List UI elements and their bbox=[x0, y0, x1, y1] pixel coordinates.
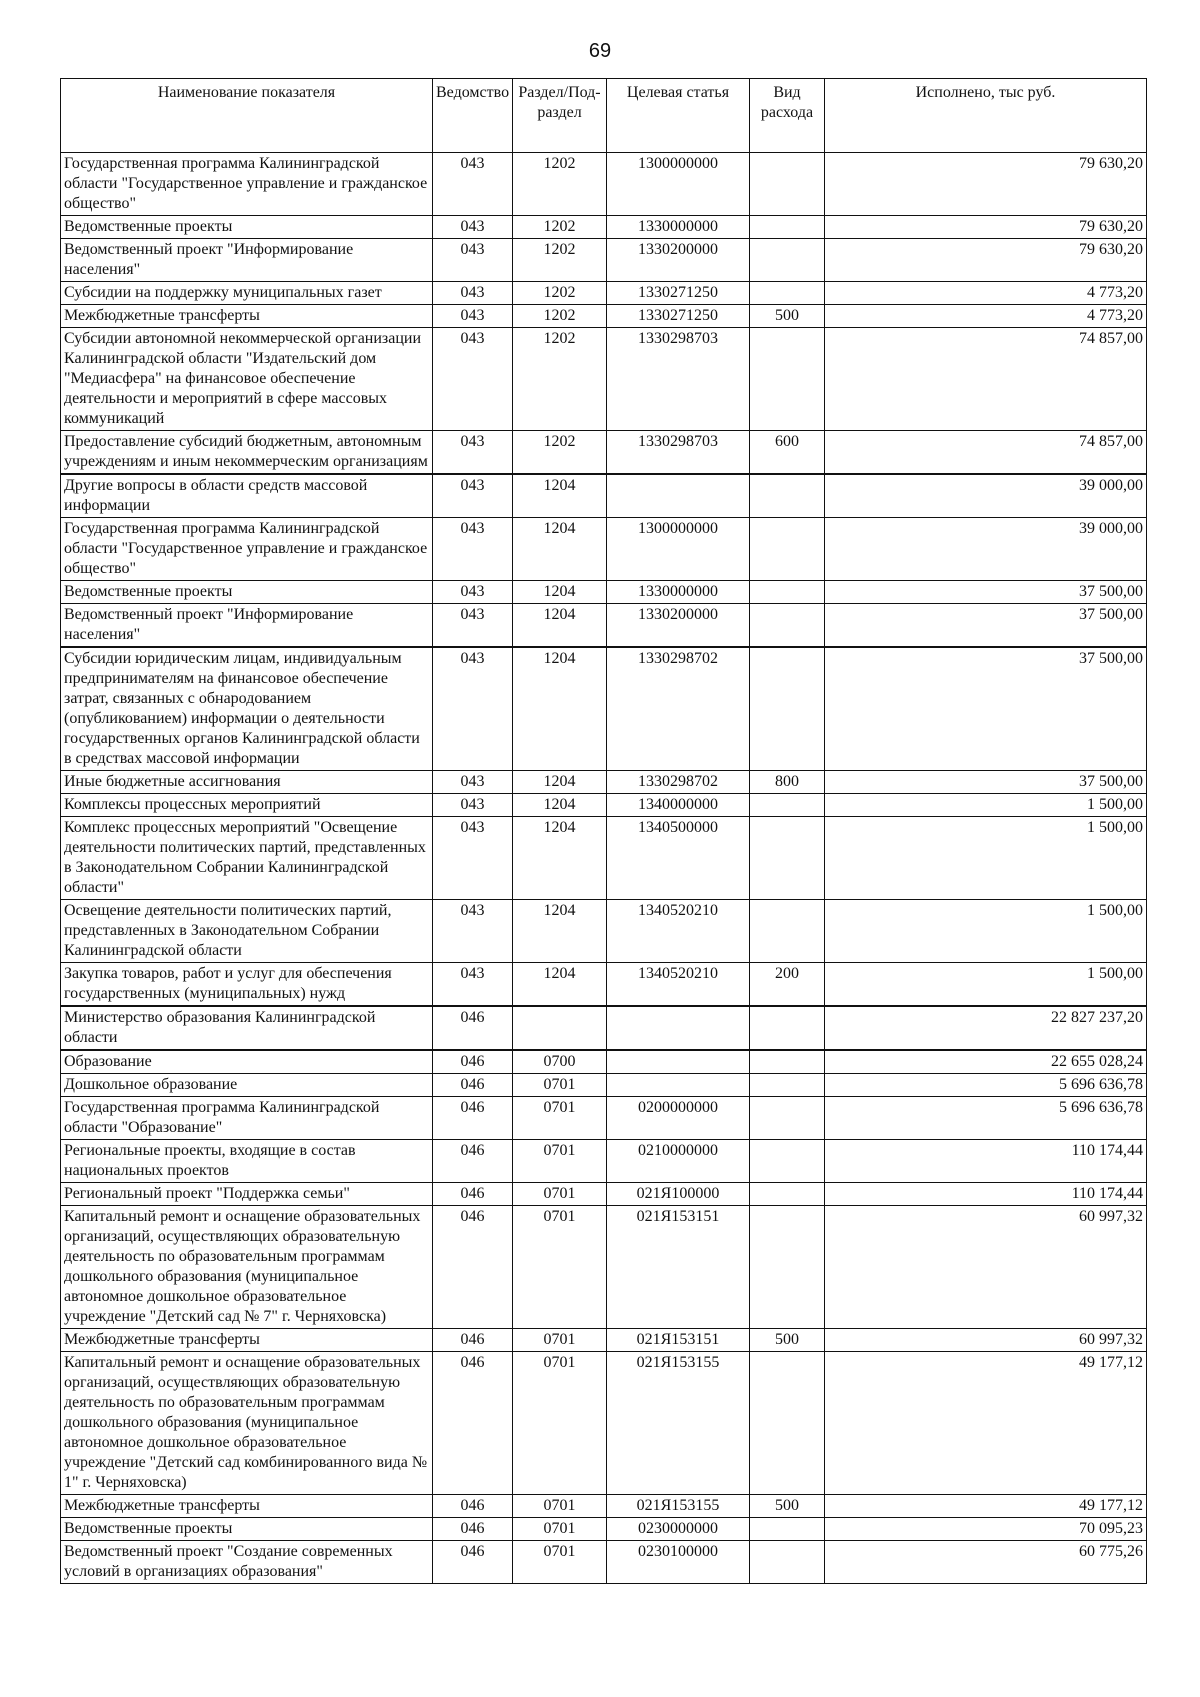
table-row bbox=[61, 518, 1147, 581]
cell-dept: 046 bbox=[433, 1183, 513, 1206]
table-row bbox=[61, 239, 1147, 282]
cell-dept: 046 bbox=[433, 1050, 513, 1074]
cell-dept: 043 bbox=[433, 305, 513, 328]
cell-dept: 043 bbox=[433, 900, 513, 963]
cell-expense-type bbox=[750, 1097, 825, 1140]
cell-section: 0701 bbox=[513, 1140, 607, 1183]
cell-expense-type bbox=[750, 604, 825, 648]
cell-expense-type: 800 bbox=[750, 771, 825, 794]
cell-expense-type bbox=[750, 282, 825, 305]
budget-table bbox=[60, 78, 1147, 1584]
cell-dept: 043 bbox=[433, 216, 513, 239]
cell-dept: 043 bbox=[433, 647, 513, 771]
cell-target: 1330298703 bbox=[607, 328, 750, 431]
cell-name: Субсидии на поддержку муниципальных газет bbox=[61, 282, 433, 305]
cell-dept: 046 bbox=[433, 1495, 513, 1518]
cell-name: Ведомственный проект "Создание современных условий в организациях образования" bbox=[61, 1541, 433, 1584]
cell-expense-type bbox=[750, 581, 825, 604]
cell-name: Другие вопросы в области средств массовой информации bbox=[61, 474, 433, 518]
cell-executed: 22 655 028,24 bbox=[825, 1050, 1147, 1074]
cell-expense-type bbox=[750, 1183, 825, 1206]
cell-expense-type bbox=[750, 1140, 825, 1183]
cell-name: Иные бюджетные ассигнования bbox=[61, 771, 433, 794]
cell-section: 0701 bbox=[513, 1329, 607, 1352]
cell-expense-type bbox=[750, 474, 825, 518]
cell-executed: 37 500,00 bbox=[825, 604, 1147, 648]
cell-expense-type bbox=[750, 216, 825, 239]
cell-expense-type bbox=[750, 153, 825, 216]
cell-dept: 046 bbox=[433, 1541, 513, 1584]
cell-dept: 046 bbox=[433, 1006, 513, 1050]
cell-section: 1202 bbox=[513, 239, 607, 282]
cell-expense-type bbox=[750, 900, 825, 963]
table-row bbox=[61, 305, 1147, 328]
cell-expense-type bbox=[750, 1518, 825, 1541]
cell-target: 1300000000 bbox=[607, 153, 750, 216]
header-expense-type: Вид расхода bbox=[750, 79, 825, 153]
header-target: Целевая статья bbox=[607, 79, 750, 153]
cell-name: Ведомственные проекты bbox=[61, 581, 433, 604]
cell-name: Ведомственный проект "Информирование населения" bbox=[61, 604, 433, 648]
cell-expense-type: 600 bbox=[750, 431, 825, 475]
cell-section: 1204 bbox=[513, 771, 607, 794]
cell-section bbox=[513, 1006, 607, 1050]
table-row bbox=[61, 1050, 1147, 1074]
cell-expense-type bbox=[750, 1352, 825, 1495]
cell-name: Межбюджетные трансферты bbox=[61, 1495, 433, 1518]
cell-expense-type bbox=[750, 1541, 825, 1584]
cell-expense-type bbox=[750, 647, 825, 771]
cell-expense-type bbox=[750, 1006, 825, 1050]
cell-executed: 5 696 636,78 bbox=[825, 1097, 1147, 1140]
table-row bbox=[61, 1495, 1147, 1518]
cell-executed: 39 000,00 bbox=[825, 474, 1147, 518]
cell-target: 0200000000 bbox=[607, 1097, 750, 1140]
cell-dept: 043 bbox=[433, 518, 513, 581]
cell-section: 1202 bbox=[513, 282, 607, 305]
cell-section: 0701 bbox=[513, 1206, 607, 1329]
cell-expense-type: 200 bbox=[750, 963, 825, 1007]
table-row bbox=[61, 900, 1147, 963]
cell-name: Дошкольное образование bbox=[61, 1074, 433, 1097]
table-row bbox=[61, 474, 1147, 518]
table-row bbox=[61, 216, 1147, 239]
cell-executed: 79 630,20 bbox=[825, 239, 1147, 282]
table-row bbox=[61, 1329, 1147, 1352]
cell-executed: 110 174,44 bbox=[825, 1140, 1147, 1183]
cell-dept: 043 bbox=[433, 963, 513, 1007]
cell-executed: 37 500,00 bbox=[825, 581, 1147, 604]
cell-name: Предоставление субсидий бюджетным, автономным учреждениям и иным некоммерческим организациям bbox=[61, 431, 433, 475]
cell-section: 0701 bbox=[513, 1518, 607, 1541]
cell-section: 1202 bbox=[513, 328, 607, 431]
cell-section: 1202 bbox=[513, 216, 607, 239]
table-row bbox=[61, 328, 1147, 431]
cell-executed: 60 997,32 bbox=[825, 1206, 1147, 1329]
cell-name: Государственная программа Калининградской области "Образование" bbox=[61, 1097, 433, 1140]
table-row bbox=[61, 1206, 1147, 1329]
table-row bbox=[61, 604, 1147, 648]
table-row bbox=[61, 282, 1147, 305]
cell-target: 1330271250 bbox=[607, 282, 750, 305]
table-row bbox=[61, 1097, 1147, 1140]
cell-section: 1204 bbox=[513, 647, 607, 771]
cell-executed: 74 857,00 bbox=[825, 431, 1147, 475]
cell-target bbox=[607, 1050, 750, 1074]
table-row bbox=[61, 963, 1147, 1007]
cell-target: 1340520210 bbox=[607, 963, 750, 1007]
cell-executed: 60 775,26 bbox=[825, 1541, 1147, 1584]
cell-executed: 79 630,20 bbox=[825, 216, 1147, 239]
table-row bbox=[61, 647, 1147, 771]
table-row bbox=[61, 153, 1147, 216]
cell-name: Министерство образования Калининградской области bbox=[61, 1006, 433, 1050]
cell-name: Межбюджетные трансферты bbox=[61, 305, 433, 328]
cell-name: Закупка товаров, работ и услуг для обеспечения государственных (муниципальных) нужд bbox=[61, 963, 433, 1007]
table-row bbox=[61, 581, 1147, 604]
cell-target: 1300000000 bbox=[607, 518, 750, 581]
header-dept: Ведомство bbox=[433, 79, 513, 153]
cell-executed: 1 500,00 bbox=[825, 900, 1147, 963]
cell-name: Капитальный ремонт и оснащение образовательных организаций, осуществляющих образовательную деятельность по образовательным программам дошкольного образования (муниципальное автономное дошкольное образовательное учреждение "Детский сад № 7" г. Черняховска) bbox=[61, 1206, 433, 1329]
cell-executed: 60 997,32 bbox=[825, 1329, 1147, 1352]
cell-expense-type: 500 bbox=[750, 1329, 825, 1352]
cell-name: Государственная программа Калининградской области "Государственное управление и гражданское общество" bbox=[61, 153, 433, 216]
cell-section: 1204 bbox=[513, 518, 607, 581]
cell-section: 0701 bbox=[513, 1541, 607, 1584]
cell-dept: 043 bbox=[433, 817, 513, 900]
cell-dept: 043 bbox=[433, 794, 513, 817]
cell-expense-type bbox=[750, 328, 825, 431]
cell-target: 1330200000 bbox=[607, 604, 750, 648]
table-header-row bbox=[61, 79, 1147, 153]
cell-name: Ведомственные проекты bbox=[61, 1518, 433, 1541]
cell-name: Региональный проект "Поддержка семьи" bbox=[61, 1183, 433, 1206]
cell-expense-type: 500 bbox=[750, 305, 825, 328]
cell-name: Ведомственный проект "Информирование населения" bbox=[61, 239, 433, 282]
cell-executed: 5 696 636,78 bbox=[825, 1074, 1147, 1097]
cell-dept: 043 bbox=[433, 771, 513, 794]
cell-target: 1340520210 bbox=[607, 900, 750, 963]
cell-section: 1204 bbox=[513, 474, 607, 518]
cell-expense-type bbox=[750, 518, 825, 581]
cell-name: Образование bbox=[61, 1050, 433, 1074]
cell-section: 1202 bbox=[513, 431, 607, 475]
cell-target: 1330271250 bbox=[607, 305, 750, 328]
cell-target: 1330000000 bbox=[607, 581, 750, 604]
cell-target bbox=[607, 1074, 750, 1097]
cell-section: 0701 bbox=[513, 1074, 607, 1097]
table-row bbox=[61, 1006, 1147, 1050]
cell-executed: 49 177,12 bbox=[825, 1495, 1147, 1518]
cell-expense-type bbox=[750, 1050, 825, 1074]
cell-section: 1202 bbox=[513, 153, 607, 216]
cell-executed: 22 827 237,20 bbox=[825, 1006, 1147, 1050]
cell-section: 0701 bbox=[513, 1495, 607, 1518]
cell-expense-type bbox=[750, 794, 825, 817]
cell-name: Межбюджетные трансферты bbox=[61, 1329, 433, 1352]
cell-target: 1330298702 bbox=[607, 771, 750, 794]
cell-name: Ведомственные проекты bbox=[61, 216, 433, 239]
cell-expense-type bbox=[750, 1074, 825, 1097]
table-row bbox=[61, 1541, 1147, 1584]
cell-target: 1330298702 bbox=[607, 647, 750, 771]
cell-dept: 043 bbox=[433, 474, 513, 518]
cell-name: Государственная программа Калининградской области "Государственное управление и гражданское общество" bbox=[61, 518, 433, 581]
cell-target: 1330200000 bbox=[607, 239, 750, 282]
cell-executed: 49 177,12 bbox=[825, 1352, 1147, 1495]
table-row bbox=[61, 771, 1147, 794]
cell-dept: 043 bbox=[433, 282, 513, 305]
cell-executed: 79 630,20 bbox=[825, 153, 1147, 216]
cell-section: 1204 bbox=[513, 604, 607, 648]
cell-executed: 37 500,00 bbox=[825, 647, 1147, 771]
cell-section: 1204 bbox=[513, 794, 607, 817]
cell-section: 0701 bbox=[513, 1097, 607, 1140]
cell-target: 1330298703 bbox=[607, 431, 750, 475]
cell-name: Освещение деятельности политических партий, представленных в Законодательном Собрании Калининградской области bbox=[61, 900, 433, 963]
header-name: Наименование показателя bbox=[61, 79, 433, 153]
cell-executed: 39 000,00 bbox=[825, 518, 1147, 581]
cell-section: 0701 bbox=[513, 1183, 607, 1206]
cell-target: 1330000000 bbox=[607, 216, 750, 239]
cell-name: Региональные проекты, входящие в состав национальных проектов bbox=[61, 1140, 433, 1183]
cell-dept: 046 bbox=[433, 1352, 513, 1495]
cell-name: Комплексы процессных мероприятий bbox=[61, 794, 433, 817]
header-section: Раздел/Под-раздел bbox=[513, 79, 607, 153]
cell-dept: 043 bbox=[433, 581, 513, 604]
cell-name: Капитальный ремонт и оснащение образовательных организаций, осуществляющих образовательную деятельность по образовательным программам дошкольного образования (муниципальное автономное дошкольное образовательное учреждение "Детский сад комбинированного вида № 1" г. Черняховска) bbox=[61, 1352, 433, 1495]
cell-dept: 043 bbox=[433, 604, 513, 648]
cell-executed: 4 773,20 bbox=[825, 282, 1147, 305]
cell-target: 021Я100000 bbox=[607, 1183, 750, 1206]
table-row bbox=[61, 817, 1147, 900]
table-row bbox=[61, 794, 1147, 817]
cell-name: Комплекс процессных мероприятий "Освещение деятельности политических партий, представленных в Законодательном Собрании Калининградской области" bbox=[61, 817, 433, 900]
cell-dept: 046 bbox=[433, 1140, 513, 1183]
cell-dept: 046 bbox=[433, 1518, 513, 1541]
cell-dept: 043 bbox=[433, 328, 513, 431]
table-row bbox=[61, 1140, 1147, 1183]
cell-target: 1340000000 bbox=[607, 794, 750, 817]
cell-target: 0230100000 bbox=[607, 1541, 750, 1584]
cell-target: 021Я153151 bbox=[607, 1206, 750, 1329]
cell-section: 0700 bbox=[513, 1050, 607, 1074]
cell-section: 1204 bbox=[513, 817, 607, 900]
cell-target: 0230000000 bbox=[607, 1518, 750, 1541]
cell-name: Субсидии юридическим лицам, индивидуальным предпринимателям на финансовое обеспечение затрат, связанных с обнародованием (опубликованием) информации о деятельности государственных органов Калининградской области в средствах массовой информации bbox=[61, 647, 433, 771]
cell-executed: 1 500,00 bbox=[825, 817, 1147, 900]
cell-target: 1340500000 bbox=[607, 817, 750, 900]
cell-executed: 1 500,00 bbox=[825, 963, 1147, 1007]
cell-dept: 043 bbox=[433, 431, 513, 475]
cell-dept: 046 bbox=[433, 1206, 513, 1329]
cell-expense-type bbox=[750, 239, 825, 282]
table-row bbox=[61, 1183, 1147, 1206]
cell-name: Субсидии автономной некоммерческой организации Калининградской области "Издательский дом "Медиасфера" на финансовое обеспечение деятельности и мероприятий в сфере массовых коммуникаций bbox=[61, 328, 433, 431]
table-row bbox=[61, 1074, 1147, 1097]
cell-section: 0701 bbox=[513, 1352, 607, 1495]
cell-executed: 4 773,20 bbox=[825, 305, 1147, 328]
cell-target: 021Я153151 bbox=[607, 1329, 750, 1352]
cell-executed: 74 857,00 bbox=[825, 328, 1147, 431]
cell-section: 1204 bbox=[513, 581, 607, 604]
cell-dept: 046 bbox=[433, 1329, 513, 1352]
cell-section: 1204 bbox=[513, 900, 607, 963]
cell-executed: 110 174,44 bbox=[825, 1183, 1147, 1206]
cell-target bbox=[607, 474, 750, 518]
cell-expense-type bbox=[750, 1206, 825, 1329]
cell-section: 1202 bbox=[513, 305, 607, 328]
table-row bbox=[61, 431, 1147, 475]
cell-expense-type bbox=[750, 817, 825, 900]
cell-target: 0210000000 bbox=[607, 1140, 750, 1183]
cell-executed: 1 500,00 bbox=[825, 794, 1147, 817]
cell-dept: 043 bbox=[433, 239, 513, 282]
cell-executed: 37 500,00 bbox=[825, 771, 1147, 794]
cell-dept: 046 bbox=[433, 1074, 513, 1097]
cell-target: 021Я153155 bbox=[607, 1495, 750, 1518]
header-executed: Исполнено, тыс руб. bbox=[825, 79, 1147, 153]
cell-expense-type: 500 bbox=[750, 1495, 825, 1518]
table-row bbox=[61, 1352, 1147, 1495]
cell-target bbox=[607, 1006, 750, 1050]
cell-dept: 043 bbox=[433, 153, 513, 216]
cell-section: 1204 bbox=[513, 963, 607, 1007]
cell-target: 021Я153155 bbox=[607, 1352, 750, 1495]
table-row bbox=[61, 1518, 1147, 1541]
cell-dept: 046 bbox=[433, 1097, 513, 1140]
cell-executed: 70 095,23 bbox=[825, 1518, 1147, 1541]
page-number: 69 bbox=[588, 40, 612, 62]
